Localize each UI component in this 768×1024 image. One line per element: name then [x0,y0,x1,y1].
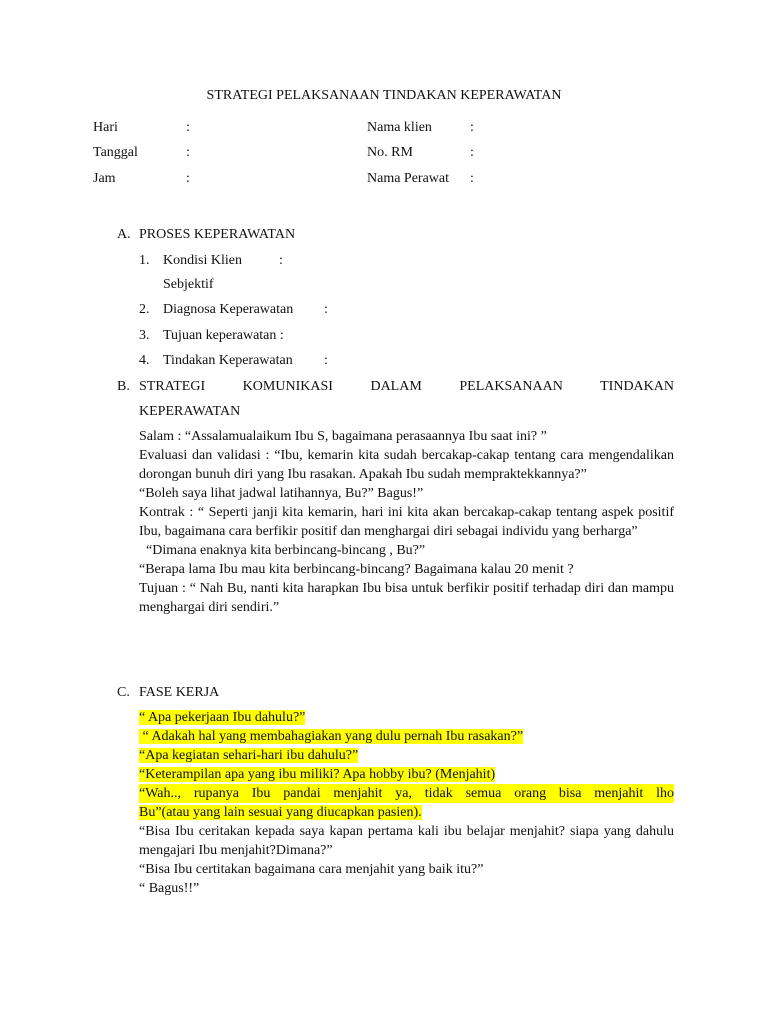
section-b-letter: B. [117,379,130,394]
highlighted-question: “ Adakah hal yang membahagiakan yang dulu pernah Ibu rasakan?” [139,729,524,744]
highlighted-question-line2: Bu”(atau yang lain sesuai yang diucapkan pasien). [139,805,422,820]
field-nama-perawat-colon: : [470,171,474,186]
section-b-heading-line1: STRATEGI KOMUNIKASI DALAM PELAKSANAAN TINDAKAN [139,379,674,394]
list-item-number: 3. [139,328,150,343]
paragraph-waktu: “Berapa lama Ibu mau kita berbincang-bincang? Bagaimana kalau 20 menit ? [139,562,574,577]
field-no-rm-label: No. RM [367,145,413,160]
field-jam-label: Jam [93,171,116,186]
field-hari-label: Hari [93,120,118,135]
field-tanggal-colon: : [186,145,190,160]
question-line [139,803,674,822]
paragraph-evaluasi: Evaluasi dan validasi : “Ibu, kemarin kita sudah bercakap-cakap tentang cara mengendalikan dorongan bunuh diri yang Ibu rasakan. Apakah Ibu sudah mempraktekkannya?” [139,448,674,482]
question-line: “Bisa Ibu certitakan bagaimana cara menjahit yang baik itu?” [139,862,484,877]
list-item-diagnosa: Diagnosa Keperawatan [163,302,294,317]
list-item-kondisi-klien: Kondisi Klien [163,253,242,268]
section-c-heading: FASE KERJA [139,685,220,700]
list-item-tujuan: Tujuan keperawatan : [163,328,284,343]
list-subitem-subjektif: Sebjektif [163,277,214,292]
highlighted-question: “ Apa pekerjaan Ibu dahulu?” [139,710,306,725]
field-tanggal-label: Tanggal [93,145,138,160]
paragraph-kontrak: Kontrak : “ Seperti janji kita kemarin, hari ini kita akan bercakap-cakap tentang aspek positif Ibu, bagaimana cara berfikir positif dan menghargai diri sebagai individu yang berharga” [139,505,674,539]
field-no-rm-colon: : [470,145,474,160]
question-line: “Bisa Ibu ceritakan kepada saya kapan pertama kali ibu belajar menjahit? siapa yang dahulu mengajari Ibu menjahit?Dimana?” [139,824,674,858]
section-c-letter: C. [117,685,130,700]
document-title: STRATEGI PELAKSANAAN TINDAKAN KEPERAWATAN [206,88,562,103]
question-line [139,746,674,765]
question-line [139,727,674,746]
field-nama-klien-label: Nama klien [367,120,432,135]
section-b-heading-line2: KEPERAWATAN [139,404,241,419]
question-line: “ Bagus!!” [139,881,200,896]
field-nama-klien-colon: : [470,120,474,135]
highlighted-question: “Keterampilan apa yang ibu miliki? Apa hobby ibu? (Menjahit) [139,767,496,782]
paragraph-salam: Salam : “Assalamualaikum Ibu S, bagaimana perasaannya Ibu saat ini? ” [139,429,547,444]
paragraph-tempat: “Dimana enaknya kita berbincang-bincang , Bu?” [139,543,426,558]
highlighted-question: “Apa kegiatan sehari-hari ibu dahulu?” [139,748,359,763]
list-item-number: 1. [139,253,150,268]
list-item-colon: : [279,253,283,268]
field-jam-colon: : [186,171,190,186]
list-item-colon: : [324,302,328,317]
list-item-colon: : [324,353,328,368]
question-line [139,708,674,727]
section-b-body [139,427,674,617]
field-hari-colon: : [186,120,190,135]
question-line [139,765,674,784]
field-nama-perawat-label: Nama Perawat [367,171,450,186]
paragraph-tujuan: Tujuan : “ Nah Bu, nanti kita harapkan Ibu bisa untuk berfikir positif terhadap diri dan mampu menghargai diri sendiri.” [139,581,674,615]
list-item-tindakan: Tindakan Keperawatan [163,353,293,368]
paragraph-jadwal: “Boleh saya lihat jadwal latihannya, Bu?” Bagus!” [139,486,424,501]
section-a-heading: PROSES KEPERAWATAN [139,227,296,242]
section-a-letter: A. [117,227,131,242]
section-c-body [139,708,674,898]
list-item-number: 2. [139,302,150,317]
highlighted-question-line1: “Wah.., rupanya Ibu pandai menjahit ya, tidak semua orang bisa menjahit lho [139,786,674,801]
list-item-number: 4. [139,353,150,368]
